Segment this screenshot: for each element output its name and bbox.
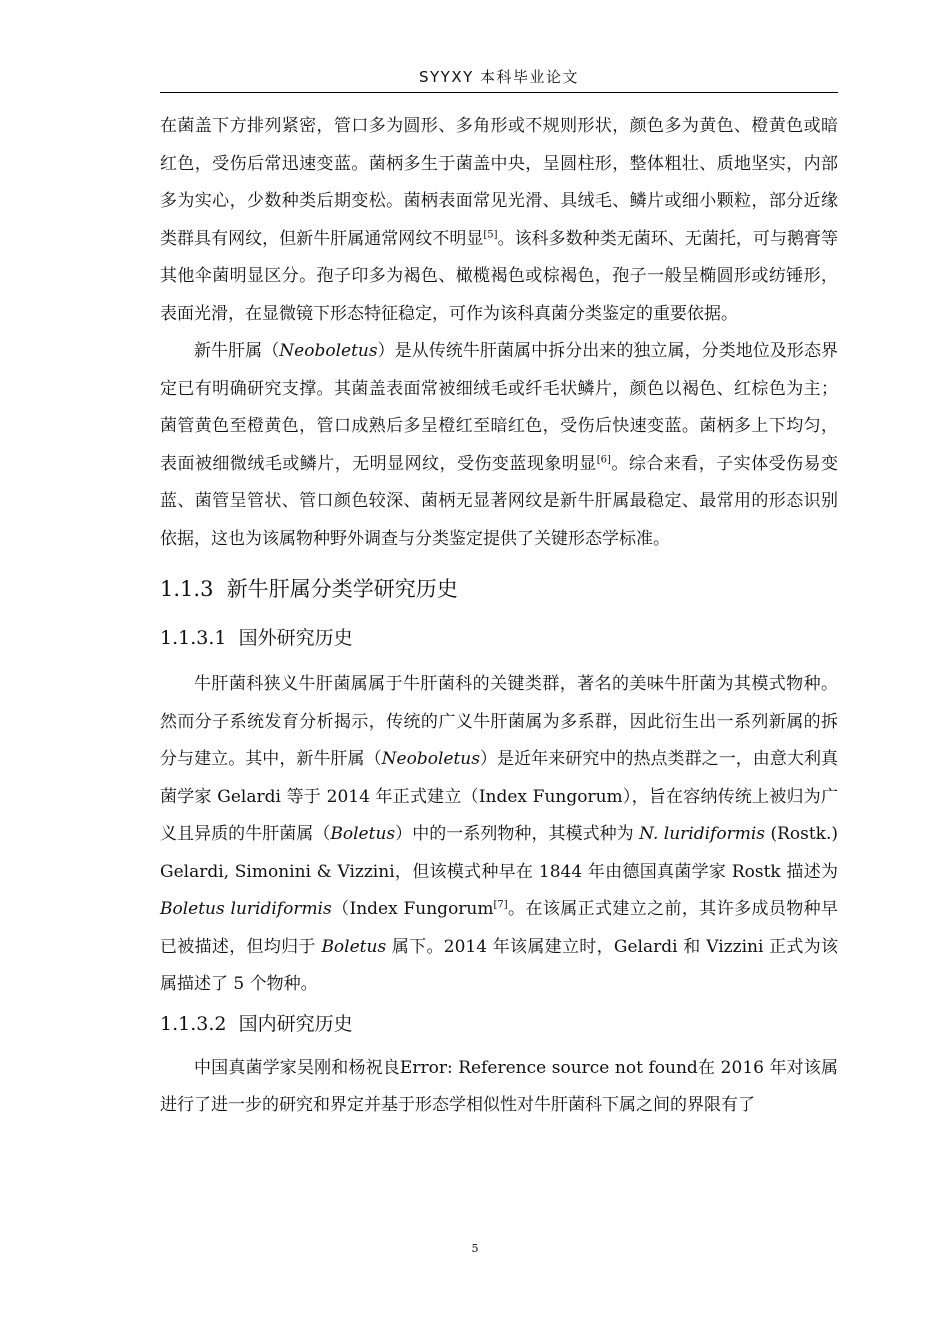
genus-name: Boletus [330,824,396,844]
heading-title: 新牛肝属分类学研究历史 [226,577,458,601]
text-run: (Rostk.) Gelardi, Simonini & Vizzini，但该模式种早在 1844 年由德国真菌学家 Rostk 描述为 [160,824,839,882]
text-run: （Index Fungorum [331,899,494,919]
text-run: ）是近年来研究中的热点类群之一，由意大利真菌学家 Gelardi 等于 2014 年正式建立（Index Fungorum），旨在容纳传统上被归为广义且异质的牛肝菌属（ [160,749,839,844]
body-paragraph-4 [160,1050,838,1125]
running-header: SYYXY 本科毕业论文 [418,68,580,86]
body-paragraph-3 [160,666,838,1004]
text-run: 在菌盖下方排列紧密，管口多为圆形、多角形或不规则形状，颜色多为黄色、橙黄色或暗红色，受伤后常迅速变蓝。菌柄多生于菌盖中央，呈圆柱形，整体粗壮、质地坚实，内部多为实心，少数种类后期变松。菌柄表面常见光滑、具绒毛、鳞片或细小颗粒，部分近缘类群具有网纹，但新牛肝属通常网纹不明显 [160,116,838,249]
section-heading-1-1-3 [160,574,838,604]
text-run: 。在该属正式建立之前，其许多成员物种早已被描述，但均归于 [160,899,839,957]
text-run: ）中的一系列物种，其模式种为 [395,824,640,844]
page-body [160,108,838,1125]
citation-ref: [6] [596,453,611,465]
heading-title: 国内研究历史 [238,1012,353,1035]
text-run: 。综合来看，子实体受伤易变蓝、菌管呈管状、管口颜色较深、菌柄无显著网纹是新牛肝属最稳定、最常用的形态识别依据，这也为该属物种野外调查与分类鉴定提供了关键形态学标准。 [160,453,839,549]
body-paragraph-2 [160,333,838,558]
text-run: 新牛肝属（ [194,341,280,361]
page-number: 5 [471,1242,479,1255]
body-paragraph-1 [160,108,838,333]
genus-name: Neoboletus [279,341,378,361]
species-name: Boletus luridiformis [160,899,332,919]
text-run: ）是从传统牛肝菌属中拆分出来的独立属，分类地位及形态界定已有明确研究支撑。其菌盖表面常被细绒毛或纤毛状鳞片，颜色以褐色、红棕色为主；菌管黄色至橙黄色，管口成熟后多呈橙红至暗红色，受伤后快速变蓝。菌柄多上下均匀，表面被细微绒毛或鳞片，无明显网纹，受伤变蓝现象明显 [160,341,839,474]
text-run: 牛肝菌科狭义牛肝菌属属于牛肝菌科的关键类群，著名的美味牛肝菌为其模式物种。然而分子系统发育分析揭示，传统的广义牛肝菌属为多系群，因此衍生出一系列新属的拆分与建立。其中，新牛肝属（ [160,674,838,769]
text-run: 。该科多数种类无菌环、无菌托，可与鹅膏等其他伞菌明显区分。孢子印多为褐色、橄榄褐色或棕褐色，孢子一般呈椭圆形或纺锤形，表面光滑，在显微镜下形态特征稳定，可作为该科真菌分类鉴定的重要依据。 [160,228,839,324]
citation-ref: [7] [493,899,508,911]
heading-number: 1.1.3 [160,577,214,601]
heading-number: 1.1.3.2 [160,1012,227,1035]
heading-number: 1.1.3.1 [160,627,227,649]
section-heading-1-1-3-2 [160,1010,838,1038]
header-rule [160,92,838,93]
section-heading-1-1-3-1 [160,624,838,652]
citation-ref: [5] [483,228,498,240]
genus-name: Neoboletus [381,749,480,769]
genus-name: Boletus [321,936,387,957]
text-run: 属下。2014 年该属建立时，Gelardi 和 Vizzini 正式为该属描述了 5 个物种。 [160,936,839,994]
text-run: 中国真菌学家吴刚和杨祝良Error: Reference source not found在 2016 年对该属进行了进一步的研究和界定并基于形态学相似性对牛肝菌科下属之间的界限有了 [160,1057,838,1115]
heading-title: 国外研究历史 [238,627,353,649]
species-name: N. luridiformis [639,824,765,844]
